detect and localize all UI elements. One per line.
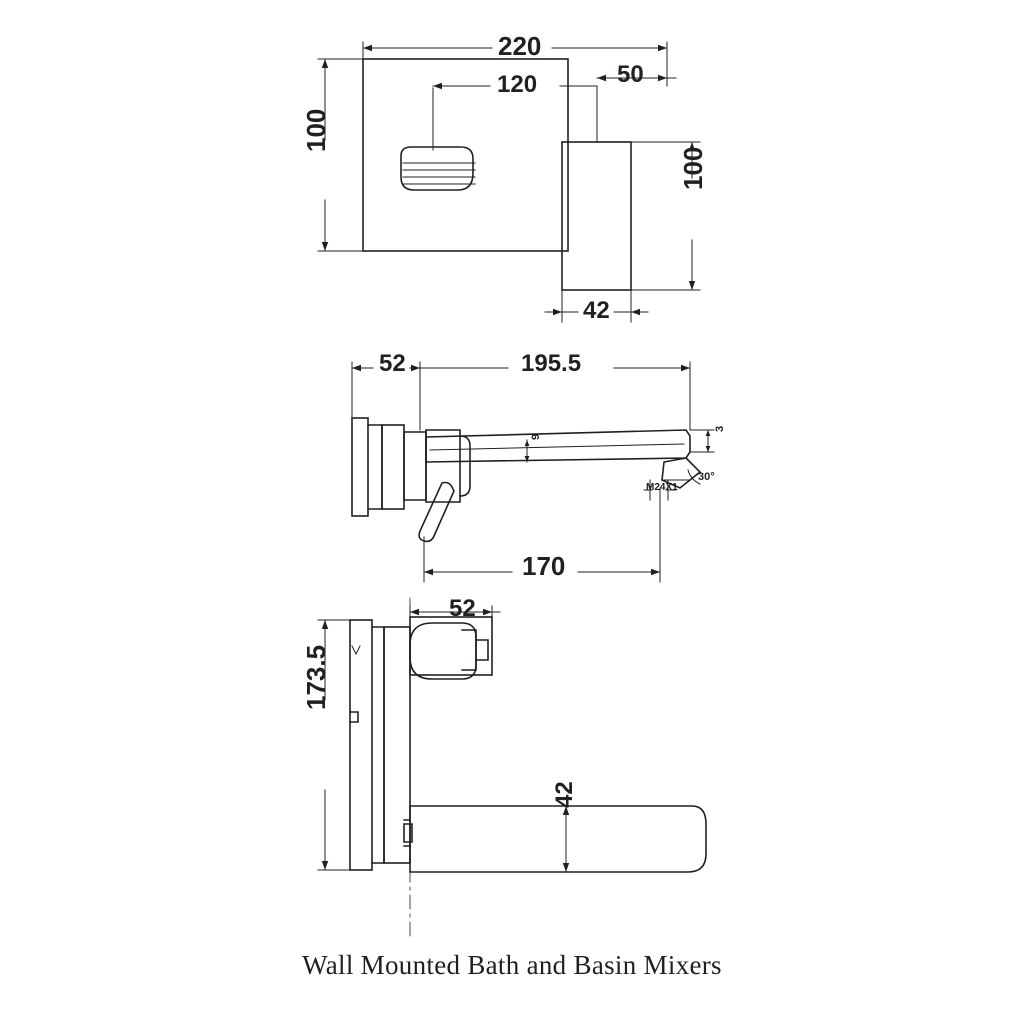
dim-plate-thickness-bath: 52	[449, 595, 476, 622]
dim-overall-height: 173.5	[301, 644, 331, 710]
basin-lever	[419, 483, 454, 542]
bath-cartridge-block	[410, 617, 492, 675]
front-backplate	[363, 59, 568, 251]
dim-plate-thickness: 52	[379, 350, 406, 377]
front-spout-body	[562, 142, 631, 290]
drawing-caption: Wall Mounted Bath and Basin Mixers	[302, 950, 722, 980]
dim-spout-width: 50	[617, 61, 644, 88]
view-side-elevation-basin	[352, 418, 700, 541]
bath-spout	[410, 806, 706, 872]
dim-lever-length: 170	[522, 551, 566, 581]
dim-spout-depth-bath: 42	[551, 781, 578, 808]
dim-outlet-thread: M24X1	[646, 482, 678, 493]
dim-handle-offset: 120	[497, 71, 538, 98]
basin-wall-plate	[352, 418, 368, 516]
dim-plate-width: 220	[498, 31, 542, 61]
dim-outlet-angle: 30°	[698, 471, 715, 483]
dim-spout-height: 100	[678, 146, 708, 190]
front-handle	[401, 147, 475, 190]
bath-body	[384, 627, 410, 863]
bath-wall-plate	[350, 620, 372, 870]
basin-cartridge	[426, 430, 460, 502]
basin-spout-arm	[426, 430, 690, 462]
view-side-elevation-bath	[350, 595, 706, 940]
dim-spout-projection: 195.5	[521, 350, 582, 377]
dim-plate-height: 100	[301, 108, 331, 152]
basin-dimension-lines	[352, 362, 714, 582]
basin-body-block	[382, 425, 404, 509]
dim-spout-depth: 42	[583, 297, 610, 324]
dim-spout-wall-thickness: 9	[530, 433, 542, 440]
dim-outlet-thickness: 3	[714, 425, 726, 432]
